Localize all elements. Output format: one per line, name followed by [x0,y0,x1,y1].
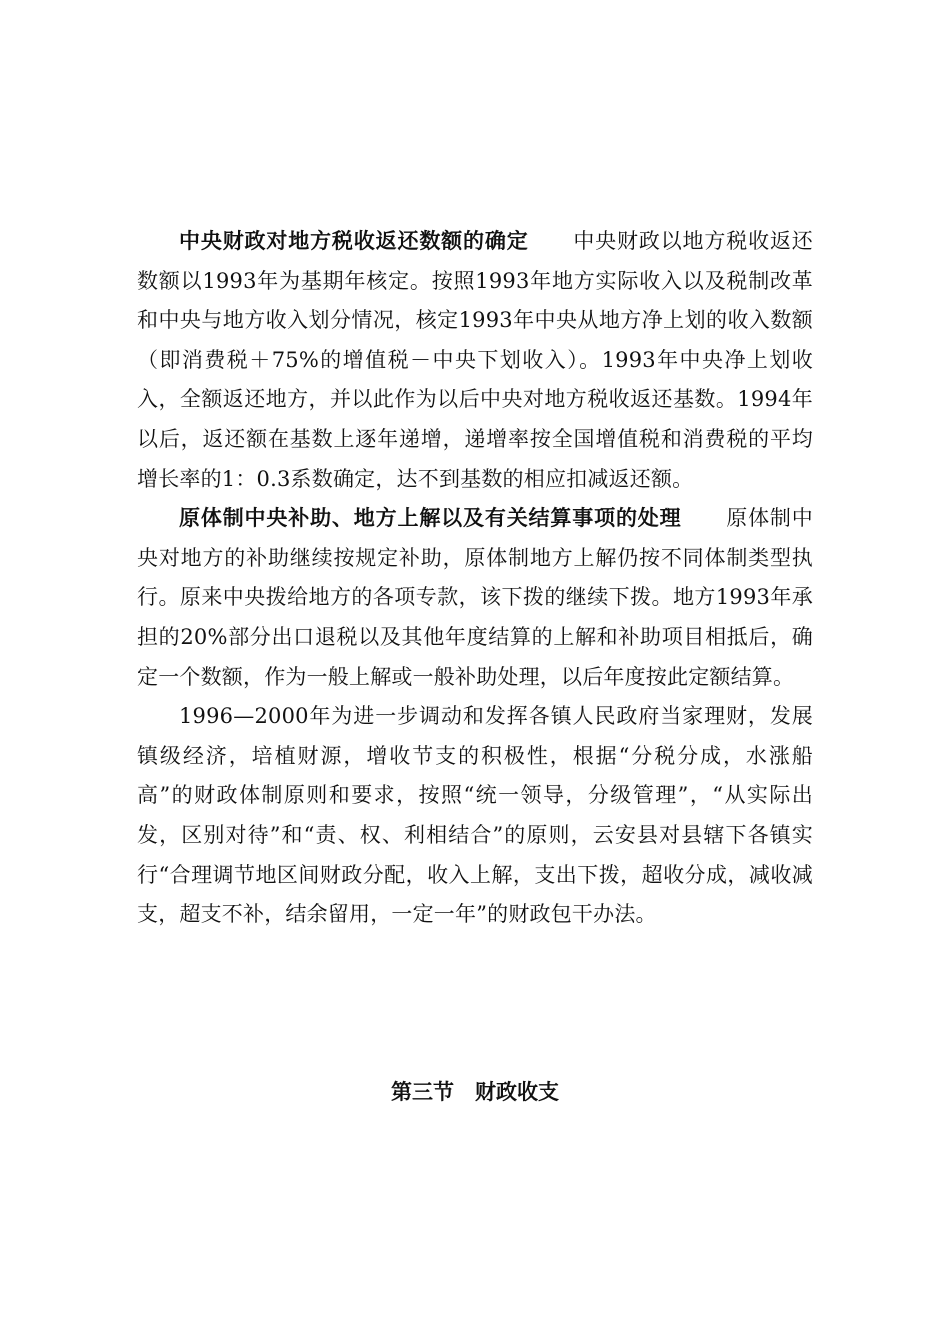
document-body [137,222,813,935]
paragraph-subsidy-settlement [137,499,813,697]
paragraph-town-finance [137,697,813,935]
paragraph-text: 中央财政以地方税收返还数额以1993年为基期年核定。按照1993年地方实际收入以及税制改革和中央与地方收入划分情况，核定1993年中央从地方净上划的收入数额（即消费税＋75%的增值税－中央下划收入）。1993年中央净上划收入，全额返还地方，并以此作为以后中央对地方税收返还基数。1994年以后，返还额在基数上逐年递增，递增率按全国增值税和消费税的平均增长率的1：0.3系数确定，达不到基数的相应扣减返还额。 [137,229,814,491]
paragraph-lead-heading: 原体制中央补助、地方上解以及有关结算事项的处理 [179,506,682,531]
paragraph-text: 原体制中央对地方的补助继续按规定补助，原体制地方上解仍按不同体制类型执行。原来中央拨给地方的各项专款，该下拨的继续下拨。地方1993年承担的20%部分出口退税以及其他年度结算的上解和补助项目相抵后，确定一个数额，作为一般上解或一般补助处理，以后年度按此定额结算。 [137,506,813,689]
section-title: 第三节 财政收支 [391,1080,559,1104]
paragraph-lead-heading: 中央财政对地方税收返还数额的确定 [179,229,529,253]
paragraph-tax-return [137,222,813,499]
paragraph-text: 1996—2000年为进一步调动和发挥各镇人民政府当家理财，发展镇级经济，培植财源，增收节支的积极性，根据“分税分成，水涨船高”的财政体制原则和要求，按照“统一领导，分级管理”，“从实际出发，区别对待”和“责、权、利相结合”的原则，云安县对县辖下各镇实行“合理调节地区间财政分配，收入上解，支出下拨，超收分成，减收减支，超支不补，结余留用，一定一年”的财政包干办法。 [137,704,813,927]
